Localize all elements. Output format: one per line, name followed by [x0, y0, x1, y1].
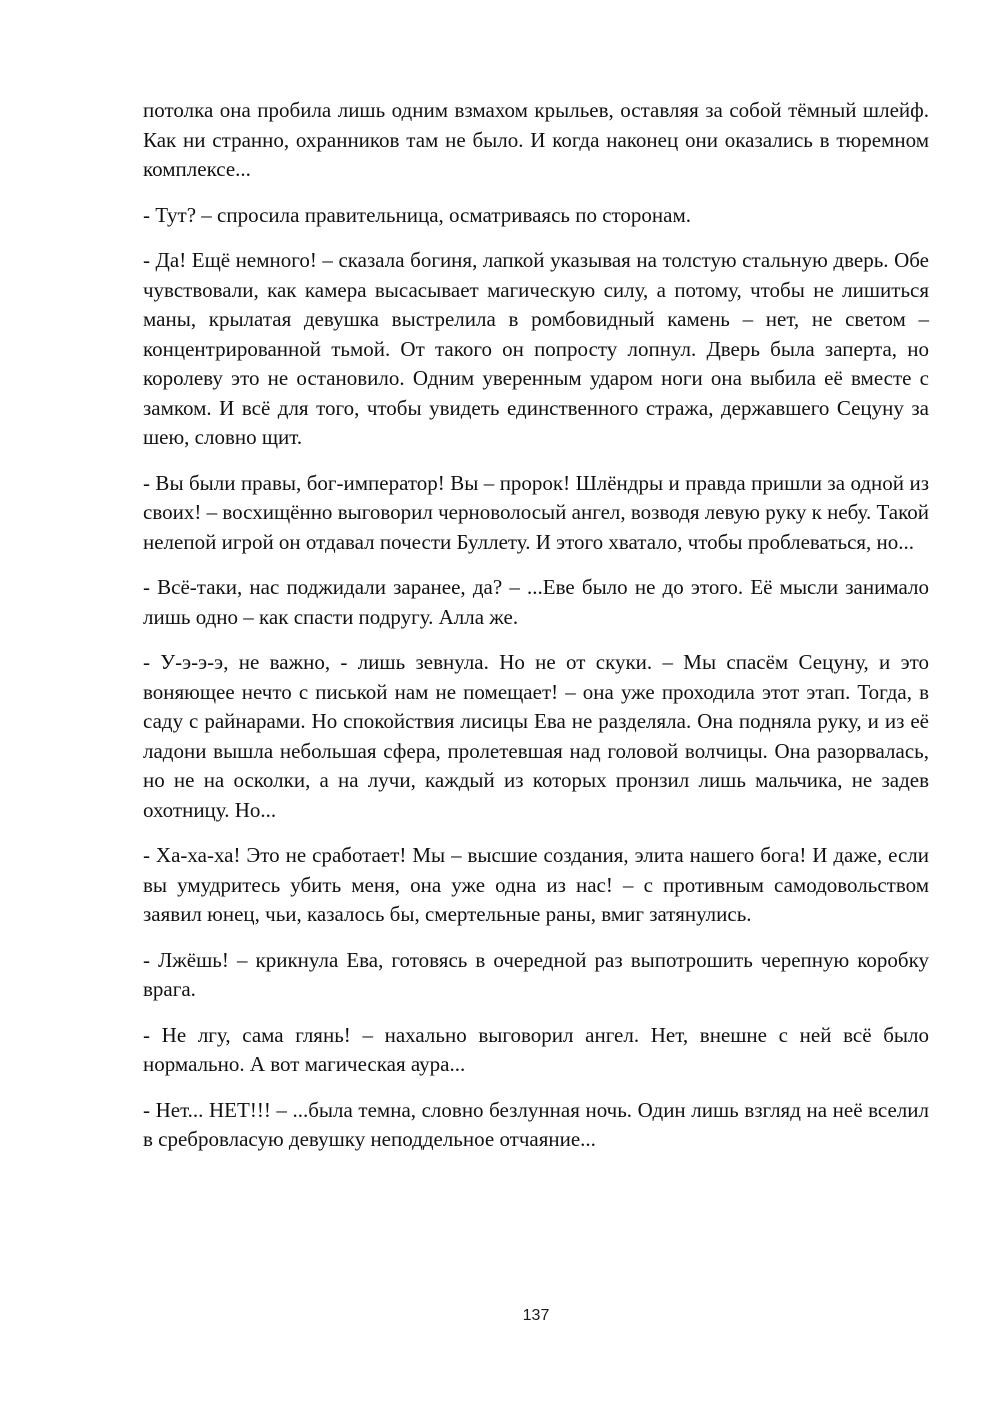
paragraph-dialogue: - Тут? – спросила правительница, осматриваясь по сторонам. [143, 202, 692, 227]
paragraph-dialogue: - Не лгу, сама глянь! – нахально выговорил ангел. Нет, внешне с ней всё было нормально. А вот магическая аура... [143, 1022, 929, 1076]
page-text-block [143, 96, 929, 1171]
paragraph-dialogue: - Вы были правы, бог-император! Вы – пророк! Шлёндры и правда пришли за одной из своих! – восхищённо выговорил черноволосый ангел, возводя левую руку к небу. Такой нелепой игрой он отдавал почести Буллету. И этого хватало, чтобы проблеваться, но... [143, 470, 929, 554]
paragraph-dialogue: - Всё-таки, нас поджидали заранее, да? – ...Еве было не до этого. Её мысли занимало лишь одно – как спасти подругу. Алла же. [143, 575, 929, 629]
paragraph-dialogue: - Да! Ещё немного! – сказала богиня, лапкой указывая на толстую стальную дверь. Обе чувствовали, как камера высасывает магическую силу, а потому, чтобы не лишиться маны, крылатая девушка выстрелила в ромбовидный камень – нет, не светом – концентрированной тьмой. От такого он попросту лопнул. Дверь была заперта, но королеву это не остановило. Одним уверенным ударом ноги она выбила её вместе с замком. И всё для того, чтобы увидеть единственного стража, державшего Сецуну за шею, словно щит. [143, 248, 929, 449]
page-number: 137 [522, 1307, 550, 1324]
paragraph-dialogue: - У-э-э-э, не важно, - лишь зевнула. Но не от скуки. – Мы спасём Сецуну, и это воняющее нечто с писькой нам не помещает! – она уже проходила этот этап. Тогда, в саду с райнарами. Но спокойствия лисицы Ева не разделяла. Она подняла руку, и из её ладони вышла небольшая сфера, пролетевшая над головой волчицы. Она разорвалась, но не на осколки, а на лучи, каждый из которых пронзил лишь мальчика, не задев охотницу. Но... [143, 650, 929, 822]
paragraph-dialogue: - Нет... НЕТ!!! – ...была темна, словно безлунная ночь. Один лишь взгляд на неё вселил в сребровласую девушку неподдельное отчаяние... [143, 1097, 929, 1151]
paragraph-dialogue: - Лжёшь! – крикнула Ева, готовясь в очередной раз выпотрошить черепную коробку врага. [143, 947, 929, 1001]
paragraph-dialogue: - Ха-ха-ха! Это не сработает! Мы – высшие создания, элита нашего бога! И даже, если вы умудритесь убить меня, она уже одна из нас! – с противным самодовольством заявил юнец, чьи, казалось бы, смертельные раны, вмиг затянулись. [143, 843, 929, 926]
paragraph-continuation: потолка она пробила лишь одним взмахом крыльев, оставляя за собой тёмный шлейф. Как ни странно, охранников там не было. И когда наконец они оказались в тюремном комплексе... [143, 98, 929, 181]
